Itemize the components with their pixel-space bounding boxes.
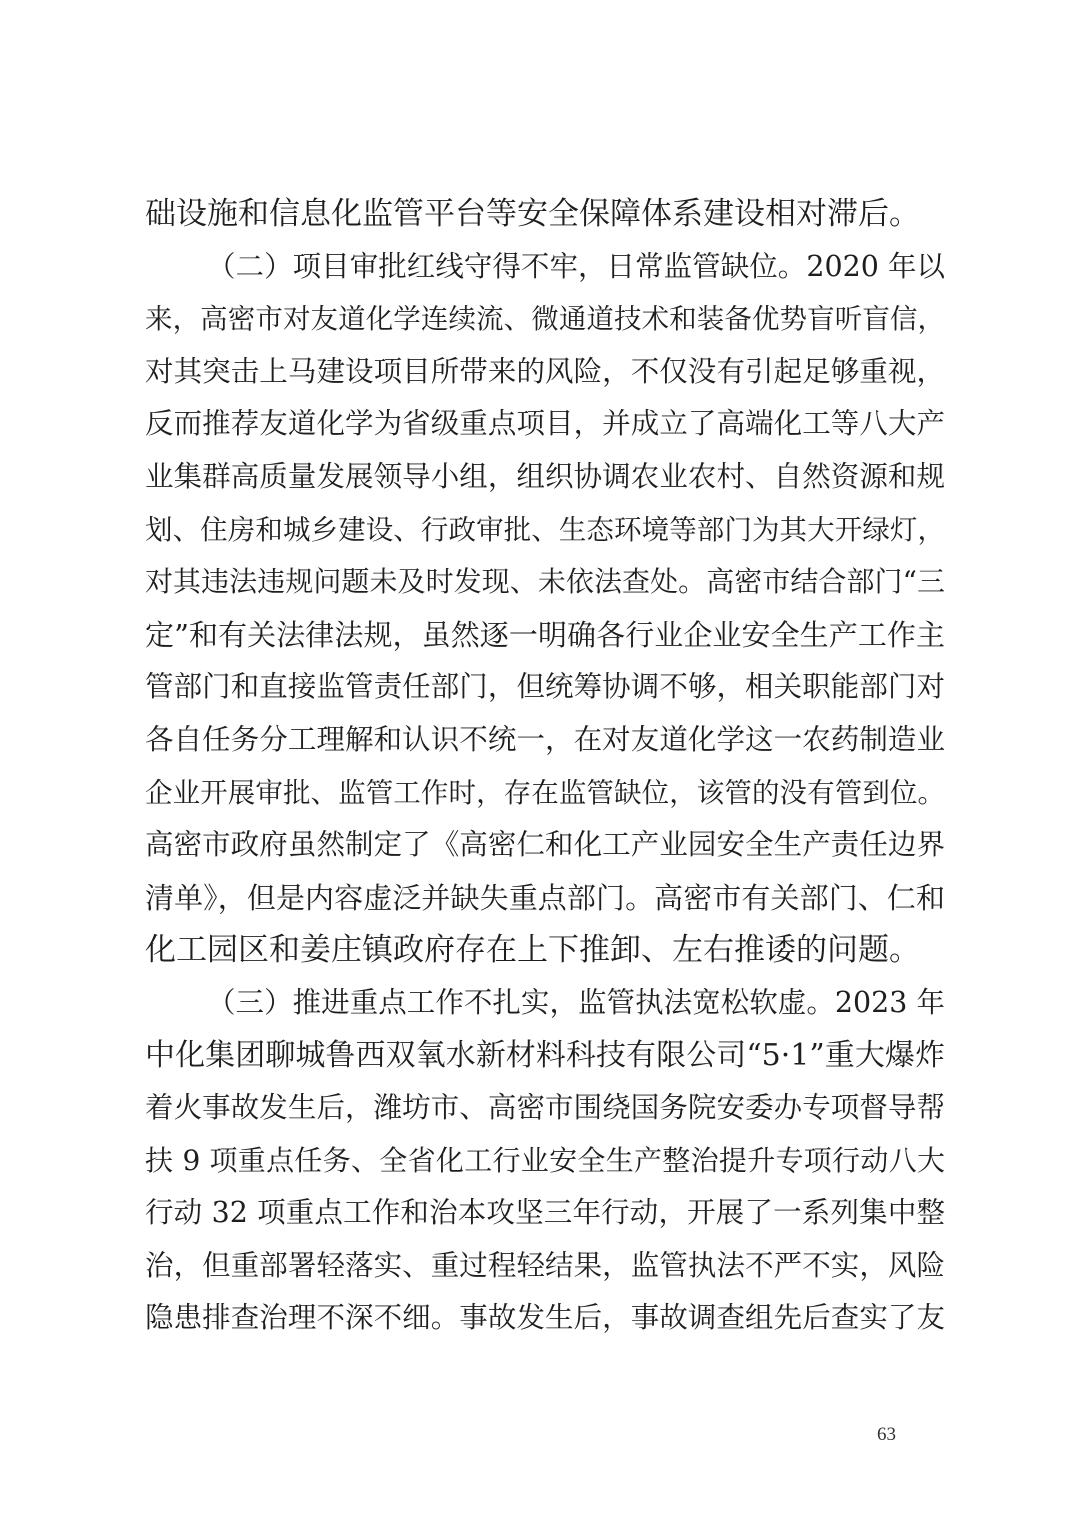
text-line: 企业开展审批、监管工作时，存在监管缺位，该管的没有管到位。	[145, 776, 945, 809]
text-line: 各自任务分工理解和认识不统一，在对友道化学这一农药制造业	[145, 722, 945, 756]
text-line: 对其突击上马建设项目所带来的风险，不仅没有引起足够重视，	[145, 354, 945, 388]
text-line: 治，但重部署轻落实、重过程轻结果，监管执法不严不实，风险	[145, 1248, 945, 1282]
text-line: 清单》，但是内容虚泛并缺失重点部门。高密市有关部门、仁和	[145, 880, 945, 915]
text-line: 扶 9 项重点任务、全省化工行业安全生产整治提升专项行动八大	[145, 1143, 945, 1177]
text-line: 划、住房和城乡建设、行政审批、生态环境等部门为其大开绿灯，	[145, 513, 945, 546]
page-number: 63	[877, 1424, 896, 1445]
text-line: 定”和有关法律法规，虽然逐一明确各行业企业安全生产工作主	[145, 617, 945, 652]
body-text	[145, 188, 945, 1345]
text-line: 础设施和信息化监管平台等安全保障体系建设相对滞后。	[145, 196, 920, 232]
section-heading-2: （二）项目审批红线守得不牢，日常监管缺位。2020 年以	[207, 249, 945, 283]
text-line: 高密市政府虽然制定了《高密仁和化工产业园安全生产责任边界	[145, 828, 945, 862]
text-line: 管部门和直接监管责任部门，但统筹协调不够，相关职能部门对	[145, 670, 945, 704]
text-line: 化工园区和姜庄镇政府存在上下推卸、左右推诿的问题。	[145, 932, 920, 969]
text-line: 反而推荐友道化学为省级重点项目，并成立了高端化工等八大产	[145, 407, 945, 441]
text-line: 业集群高质量发展领导小组，组织协调农业农村、自然资源和规	[145, 459, 945, 493]
section-heading-3: （三）推进重点工作不扎实，监管执法宽松软虚。2023 年	[207, 985, 945, 1019]
text-line: 隐患排查治理不深不细。事故发生后，事故调查组先后查实了友	[145, 1301, 945, 1335]
text-line: 中化集团聊城鲁西双氧水新材料科技有限公司“5·1”重大爆炸	[145, 1037, 945, 1073]
text-line: 着火事故发生后，潍坊市、高密市围绕国务院安委办专项督导帮	[145, 1091, 945, 1125]
text-line: 对其违法违规问题未及时发现、未依法查处。高密市结合部门“三	[145, 565, 945, 599]
text-line: 行动 32 项重点工作和治本攻坚三年行动，开展了一系列集中整	[145, 1196, 945, 1230]
text-line: 来，高密市对友道化学连续流、微通道技术和装备优势盲听盲信，	[145, 303, 945, 336]
